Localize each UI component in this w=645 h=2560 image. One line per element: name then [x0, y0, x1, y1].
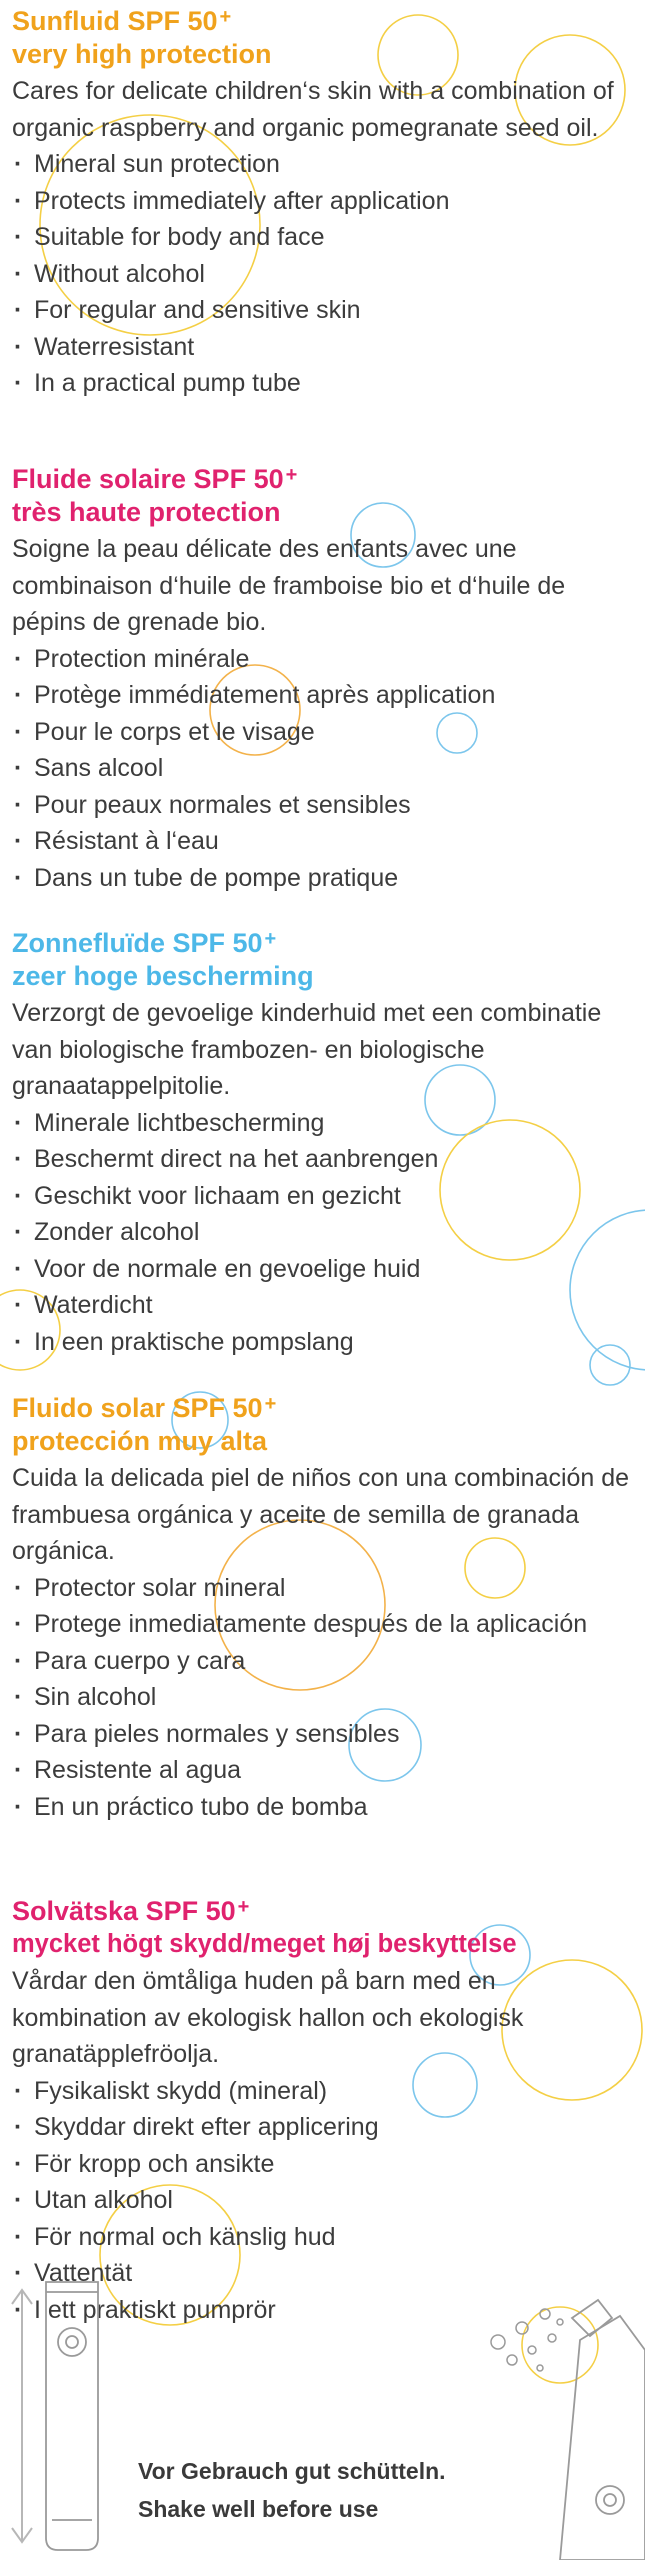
list-item: · Waterresistant: [12, 329, 637, 366]
section-swedish-danish: [12, 1895, 637, 2328]
list-item: · Waterdicht: [12, 1287, 637, 1324]
plus-sign: +: [264, 1393, 277, 1415]
plus-sign: +: [285, 464, 298, 486]
list-item: · Protege inmediatamente después de la aplicación: [12, 1606, 637, 1643]
section-subtitle: zeer hoge bescherming: [12, 961, 314, 991]
list-item: · Pour peaux normales et sensibles: [12, 787, 637, 824]
list-item: · Resistente al agua: [12, 1752, 637, 1789]
plus-sign: +: [264, 928, 277, 950]
section-intro: Verzorgt de gevoelige kinderhuid met een combinatie van biologische frambozen- en biologische granaatappelpitolie.: [12, 999, 602, 1100]
list-item: · Protector solar mineral: [12, 1570, 637, 1607]
plus-sign: +: [219, 6, 232, 28]
list-item: · Suitable for body and face: [12, 219, 637, 256]
section-title: [12, 463, 637, 496]
list-item: · Minerale lichtbescherming: [12, 1105, 637, 1142]
list-item: · Protège immédiatement après application: [12, 677, 637, 714]
section-intro: Vårdar den ömtåliga huden på barn med en kombination av ekologisk hallon och ekologisk granatäpplefröolja.: [12, 1967, 524, 2068]
section-subtitle: protección muy alta: [12, 1426, 268, 1456]
list-item: · In a practical pump tube: [12, 365, 637, 402]
section-subtitle: very high protection: [12, 39, 272, 69]
section-title: [12, 5, 637, 38]
list-item: · I ett praktiskt pumprör: [12, 2292, 637, 2329]
section-french: [12, 463, 637, 896]
section-spanish: [12, 1392, 637, 1825]
instruction-german: Vor Gebrauch gut schütteln.: [138, 2458, 446, 2484]
list-item: · Voor de normale en gevoelige huid: [12, 1251, 637, 1288]
pump-tube-icon: [560, 2300, 645, 2560]
list-item: · Vattentät: [12, 2255, 637, 2292]
list-item: · For regular and sensitive skin: [12, 292, 637, 329]
spray-dots-icon: [491, 2309, 563, 2371]
feature-list: [12, 1570, 637, 1826]
list-item: · Without alcohol: [12, 256, 637, 293]
title-text: Zonnefluïde SPF 50: [12, 928, 263, 958]
section-intro: Cuida la delicada piel de niños con una combinación de frambuesa orgánica y aceite de semilla de granada orgánica.: [12, 1464, 630, 1565]
plus-sign: +: [237, 1896, 250, 1918]
list-item: · För kropp och ansikte: [12, 2146, 637, 2183]
section-dutch: [12, 927, 637, 1360]
tube-upright-icon: [46, 2282, 98, 2550]
list-item: · Para cuerpo y cara: [12, 1643, 637, 1680]
title-text: Fluido solar SPF 50: [12, 1393, 263, 1423]
list-item: · Sin alcohol: [12, 1679, 637, 1716]
feature-list: [12, 1105, 637, 1361]
list-item: · Skyddar direkt efter applicering: [12, 2109, 637, 2146]
list-item: · För normal och känslig hud: [12, 2219, 637, 2256]
list-item: · Mineral sun protection: [12, 146, 637, 183]
section-english: [12, 5, 637, 402]
list-item: · Utan alkohol: [12, 2182, 637, 2219]
section-title: [12, 1895, 637, 1928]
list-item: · En un práctico tubo de bomba: [12, 1789, 637, 1826]
usage-instructions: [0, 2270, 645, 2560]
section-title: [12, 1392, 637, 1425]
section-title: [12, 927, 637, 960]
title-text: Solvätska SPF 50: [12, 1896, 236, 1926]
list-item: · Pour le corps et le visage: [12, 714, 637, 751]
section-subtitle: mycket högt skydd/meget høj beskyttelse: [12, 1930, 517, 1958]
list-item: · Protection minérale: [12, 641, 637, 678]
instruction-english: Shake well before use: [138, 2496, 379, 2522]
title-text: Fluide solaire SPF 50: [12, 464, 284, 494]
list-item: · Protects immediately after application: [12, 183, 637, 220]
list-item: · Para pieles normales y sensibles: [12, 1716, 637, 1753]
list-item: · Dans un tube de pompe pratique: [12, 860, 637, 897]
list-item: · Sans alcool: [12, 750, 637, 787]
shake-instructions: [138, 2452, 446, 2528]
list-item: · In een praktische pompslang: [12, 1324, 637, 1361]
title-text: Sunfluid SPF 50: [12, 6, 218, 36]
list-item: · Fysikaliskt skydd (mineral): [12, 2073, 637, 2110]
list-item: · Résistant à l‘eau: [12, 823, 637, 860]
section-intro: Soigne la peau délicate des enfants avec une combinaison d‘huile de framboise bio et d‘huile de pépins de grenade bio.: [12, 535, 566, 636]
list-item: · Geschikt voor lichaam en gezicht: [12, 1178, 637, 1215]
list-item: · Zonder alcohol: [12, 1214, 637, 1251]
feature-list: [12, 146, 637, 402]
up-down-arrow-icon: [12, 2290, 32, 2542]
feature-list: [12, 641, 637, 897]
section-subtitle: très haute protection: [12, 497, 281, 527]
section-intro: Cares for delicate children‘s skin with a combination of organic raspberry and organic pomegranate seed oil.: [12, 77, 614, 142]
list-item: · Beschermt direct na het aanbrengen: [12, 1141, 637, 1178]
